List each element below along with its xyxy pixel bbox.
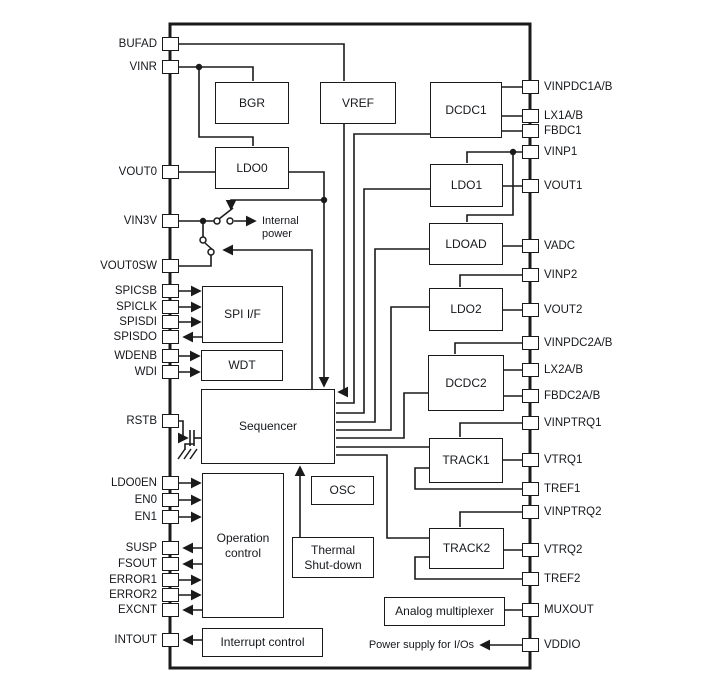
pin-vout0-label: VOUT0 xyxy=(118,166,157,178)
pin-vout0-square xyxy=(162,165,179,179)
pin-vtrq1-square xyxy=(522,453,539,467)
block-dcdc2: DCDC2 xyxy=(428,355,504,411)
pin-fbdc2a-b-label: FBDC2A/B xyxy=(544,390,601,402)
block-sequencer: Sequencer xyxy=(201,389,335,464)
pin-vinr-square xyxy=(162,60,179,74)
switch-icon xyxy=(200,208,233,255)
pin-en1-label: EN1 xyxy=(134,511,157,523)
pin-ldo0en-label: LDO0EN xyxy=(110,477,157,489)
pin-wdi-label: WDI xyxy=(134,366,157,378)
block-track1: TRACK1 xyxy=(429,438,503,483)
pin-tref2-label: TREF2 xyxy=(544,573,581,585)
pin-muxout-square xyxy=(522,603,539,617)
pin-vinpdc2a-b-label: VINPDC2A/B xyxy=(544,337,613,349)
pin-vout1-label: VOUT1 xyxy=(544,180,583,192)
block-thermal-shutdown: Thermal Shut-down xyxy=(292,537,374,578)
block-ldoad: LDOAD xyxy=(429,223,503,265)
block-spi-if: SPI I/F xyxy=(202,286,283,343)
pin-lx1a-b-square xyxy=(522,109,539,123)
pin-vinp2-label: VINP2 xyxy=(544,269,578,281)
pin-lx2a-b-label: LX2A/B xyxy=(544,364,583,376)
mosfet-icon xyxy=(185,430,201,450)
block-operation-control: Operation control xyxy=(202,473,284,618)
block-interrupt-control: Interrupt control xyxy=(202,628,323,657)
pin-intout-label: INTOUT xyxy=(114,634,157,646)
pin-vddio-label: VDDIO xyxy=(544,639,581,651)
pin-spisdi-square xyxy=(162,315,179,329)
block-dcdc1: DCDC1 xyxy=(430,82,502,138)
pin-spicsb-label: SPICSB xyxy=(114,285,157,297)
pin-tref1-square xyxy=(522,482,539,496)
power-supply-io-label: Power supply for I/Os xyxy=(368,639,474,651)
pin-vinptrq2-square xyxy=(522,505,539,519)
pin-fsout-square xyxy=(162,557,179,571)
block-bgr: BGR xyxy=(215,82,289,124)
pin-vinp2-square xyxy=(522,268,539,282)
pin-en0-square xyxy=(162,493,179,507)
pin-spicsb-square xyxy=(162,284,179,298)
block-ldo0: LDO0 xyxy=(215,147,289,189)
pin-excnt-label: EXCNT xyxy=(118,604,157,616)
pin-spisdi-label: SPISDI xyxy=(119,316,157,328)
pin-fbdc1-square xyxy=(522,124,539,138)
pin-vinptrq1-label: VINPTRQ1 xyxy=(544,417,602,429)
pin-wdi-square xyxy=(162,365,179,379)
pin-spisdo-label: SPISDO xyxy=(113,331,157,343)
pin-wdenb-square xyxy=(162,349,179,363)
pin-vinpdc2a-b-square xyxy=(522,336,539,350)
pin-ldo0en-square xyxy=(162,476,179,490)
pin-susp-label: SUSP xyxy=(125,542,157,554)
pin-en1-square xyxy=(162,510,179,524)
pin-vout1-square xyxy=(522,179,539,193)
pin-bufad-label: BUFAD xyxy=(118,38,157,50)
block-vref: VREF xyxy=(320,82,396,124)
pin-vtrq2-label: VTRQ2 xyxy=(544,544,583,556)
pin-vin3v-label: VIN3V xyxy=(123,215,157,227)
pin-vinp1-square xyxy=(522,145,539,159)
block-ldo1: LDO1 xyxy=(430,164,503,207)
pin-vinr-label: VINR xyxy=(129,61,157,73)
pin-bufad-square xyxy=(162,37,179,51)
pin-en0-label: EN0 xyxy=(134,494,157,506)
pin-vout0sw-square xyxy=(162,259,179,273)
block-osc: OSC xyxy=(311,476,374,505)
pin-error2-square xyxy=(162,588,179,602)
pin-susp-square xyxy=(162,541,179,555)
pin-vinp1-label: VINP1 xyxy=(544,146,578,158)
block-wdt: WDT xyxy=(201,350,283,381)
pin-muxout-label: MUXOUT xyxy=(544,604,594,616)
pin-spisdo-square xyxy=(162,330,179,344)
block-ldo2: LDO2 xyxy=(429,288,503,331)
pin-rstb-label: RSTB xyxy=(126,415,157,427)
pin-fbdc1-label: FBDC1 xyxy=(544,125,582,137)
pin-fbdc2a-b-square xyxy=(522,389,539,403)
pin-error1-label: ERROR1 xyxy=(109,574,157,586)
pin-lx1a-b-label: LX1A/B xyxy=(544,110,583,122)
pin-vinptrq2-label: VINPTRQ2 xyxy=(544,506,602,518)
pin-tref1-label: TREF1 xyxy=(544,483,581,495)
pin-tref2-square xyxy=(522,572,539,586)
pin-rstb-square xyxy=(162,414,179,428)
ground-icon xyxy=(178,449,197,459)
pin-vout2-square xyxy=(522,303,539,317)
pin-spiclk-square xyxy=(162,300,179,314)
pin-vinpdc1a-b-square xyxy=(522,80,539,94)
internal-power-label: Internal power xyxy=(262,215,299,241)
pin-vadc-label: VADC xyxy=(544,240,576,252)
pin-vddio-square xyxy=(522,638,539,652)
pin-intout-square xyxy=(162,633,179,647)
pin-wdenb-label: WDENB xyxy=(114,350,157,362)
pin-excnt-square xyxy=(162,603,179,617)
pin-vinpdc1a-b-label: VINPDC1A/B xyxy=(544,81,613,93)
pin-fsout-label: FSOUT xyxy=(118,558,157,570)
pin-vin3v-square xyxy=(162,214,179,228)
pin-vout0sw-label: VOUT0SW xyxy=(100,260,157,272)
pin-error2-label: ERROR2 xyxy=(109,589,157,601)
pin-lx2a-b-square xyxy=(522,363,539,377)
pin-vinptrq1-square xyxy=(522,416,539,430)
pin-spiclk-label: SPICLK xyxy=(116,301,157,313)
block-analog-multiplexer: Analog multiplexer xyxy=(384,597,505,626)
pin-vtrq2-square xyxy=(522,543,539,557)
pin-vadc-square xyxy=(522,239,539,253)
block-track2: TRACK2 xyxy=(429,528,504,569)
pin-vout2-label: VOUT2 xyxy=(544,304,583,316)
pin-error1-square xyxy=(162,573,179,587)
pin-vtrq1-label: VTRQ1 xyxy=(544,454,583,466)
